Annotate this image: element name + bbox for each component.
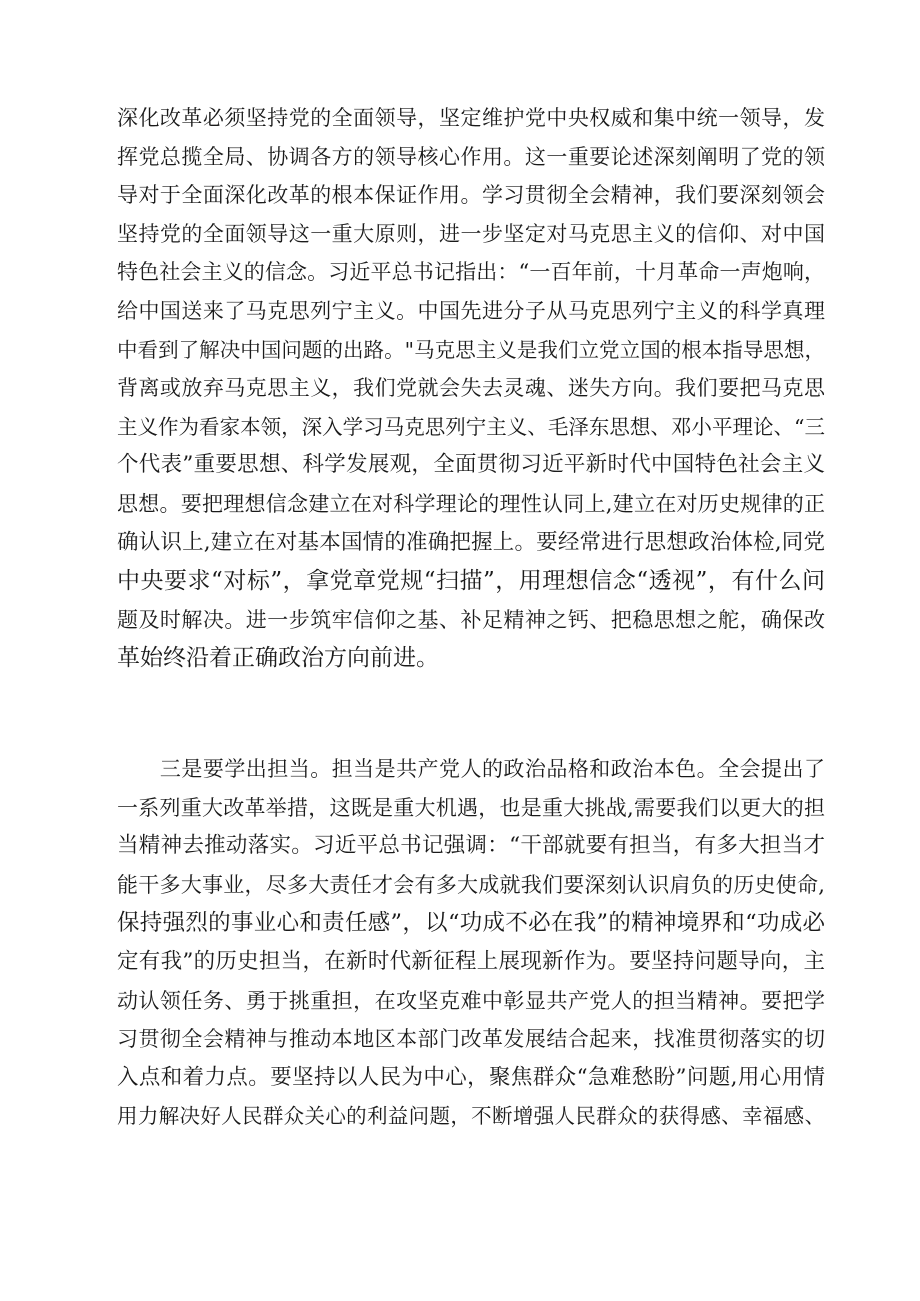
text-line: 思想。要把理想信念建立在对科学理论的理性认同上,建立在对历史规律的正 xyxy=(117,491,825,516)
text-line: 一系列重大改革举措，这既是重大机遇，也是重大挑战,需要我们以更大的担 xyxy=(117,795,825,820)
text-line: 用力解决好人民群众关心的利益问题，不断增强人民群众的获得感、幸福感、 xyxy=(117,1104,825,1129)
text-line: 导对于全面深化改革的根本保证作用。学习贯彻全会精神，我们要深刻领会 xyxy=(117,183,825,208)
text-line: 个代表”重要思想、科学发展观，全面贯彻习近平新时代中国特色社会主义 xyxy=(117,452,825,478)
text-line: 能干多大事业，尽多大责任才会有多大成就我们要深刻认识肩负的历史使命, xyxy=(117,872,825,897)
text-line: 题及时解决。进一步筑牢信仰之基、补足精神之钙、把稳思想之舵，确保改 xyxy=(117,607,825,632)
text-line: 主义作为看家本领，深入学习马克思列宁主义、毛泽东思想、邓小平理论、“三 xyxy=(117,414,825,439)
text-line: 坚持党的全面领导这一重大原则，进一步坚定对马克思主义的信仰、对中国 xyxy=(117,221,825,246)
text-line: 动认领任务、勇于挑重担，在攻坚克难中彰显共产党人的担当精神。要把学 xyxy=(117,988,825,1013)
text-line: 特色社会主义的信念。习近平总书记指出：“一百年前，十月革命一声炮响， xyxy=(117,260,825,285)
text-line: 中央要求“对标”，拿党章党规“扫描”，用理想信念“透视”，有什么问 xyxy=(117,568,825,595)
paragraph-party-leadership xyxy=(117,99,825,678)
text-line: 保持强烈的事业心和责任感”，以“功成不必在我”的精神境界和“功成必 xyxy=(117,910,825,937)
text-line: 三是要学出担当。担当是共产党人的政治品格和政治本色。全会提出了 xyxy=(117,757,825,781)
text-line: 挥党总揽全局、协调各方的领导核心作用。这一重要论述深刻阐明了党的领 xyxy=(117,144,825,169)
text-line: 深化改革必须坚持党的全面领导，坚定维护党中央权威和集中统一领导，发 xyxy=(117,106,825,130)
text-line: 背离或放弃马克思主义，我们党就会失去灵魂、迷失方向。我们要把马克思 xyxy=(117,376,825,401)
paragraph-responsibility xyxy=(117,750,825,1136)
text-line: 给中国送来了马克思列宁主义。中国先进分子从马克思列宁主义的科学真理 xyxy=(117,298,825,323)
text-line: 革始终沿着正确政治方向前进。 xyxy=(117,645,439,672)
text-line: 确认识上,建立在对基本国情的准确把握上。要经常进行思想政治体检,同党 xyxy=(117,529,825,555)
text-line: 当精神去推动落实。习近平总书记强调：“干部就要有担当，有多大担当才 xyxy=(117,833,825,859)
text-line: 定有我”的历史担当，在新时代新征程上展现新作为。要坚持问题导向，主 xyxy=(117,948,825,974)
text-line: 习贯彻全会精神与推动本地区本部门改革发展结合起来，找准贯彻落实的切 xyxy=(117,1027,825,1052)
text-line: 入点和着力点。要坚持以人民为中心，聚焦群众“急难愁盼”问题,用心用情 xyxy=(117,1064,825,1090)
text-line: 中看到了解决中国问题的出路。"马克思主义是我们立党立国的根本指导思想， xyxy=(117,337,825,362)
